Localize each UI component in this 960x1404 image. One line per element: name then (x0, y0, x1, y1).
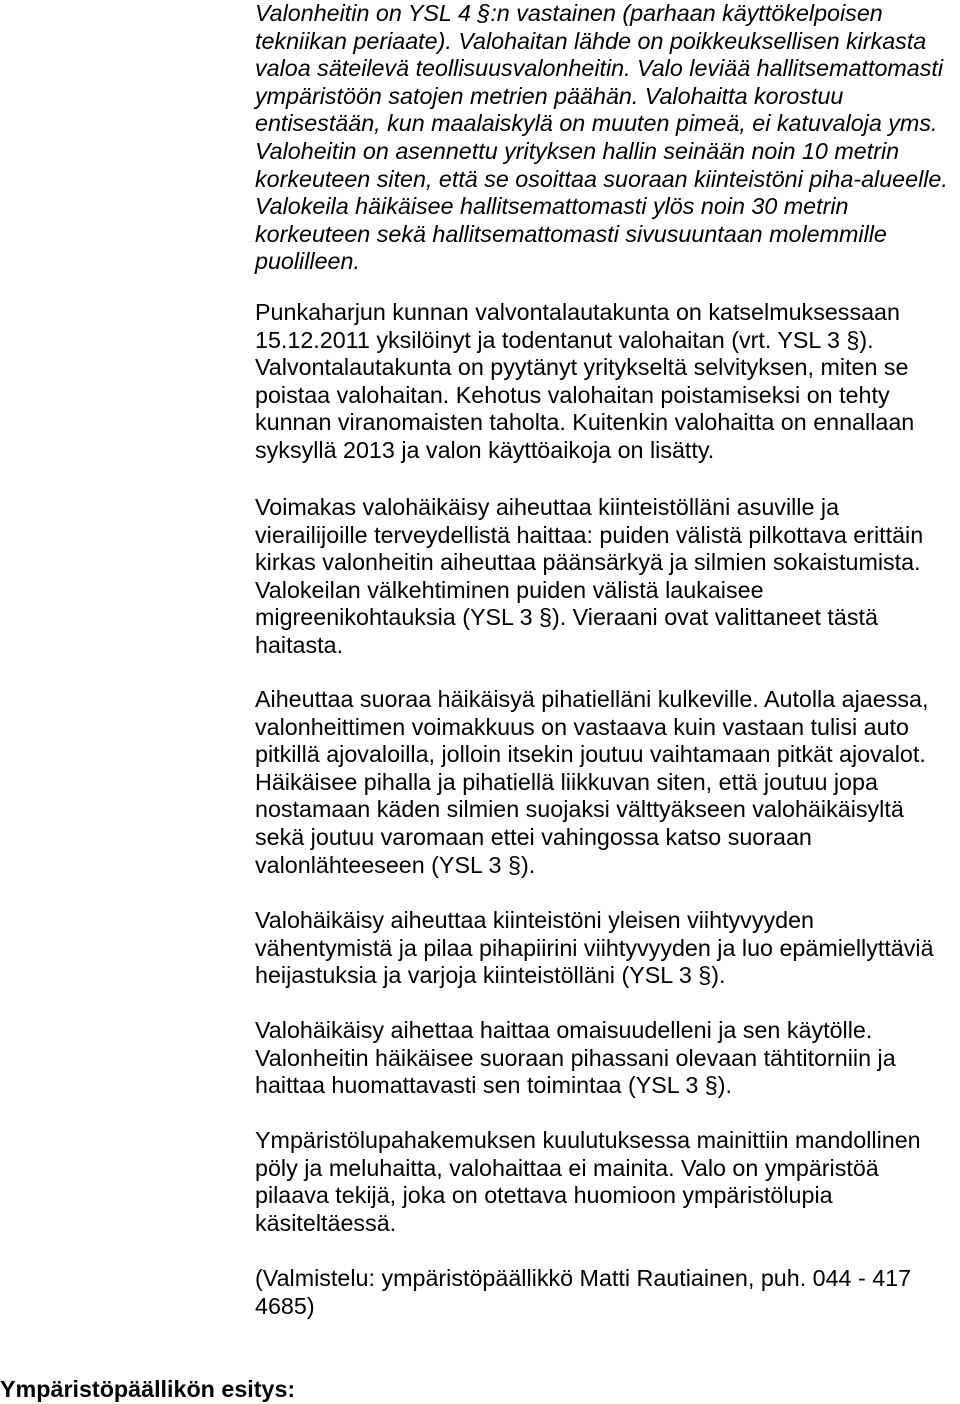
text-line: tekniikan periaate). Valohaitan lähde on poikkeuksellisen kirkasta (255, 27, 927, 54)
text-line: (Valmistelu: ympäristöpäällikkö Matti Rautiainen, puh. 044 - 417 (255, 1265, 912, 1291)
paragraph-property-harm (255, 1017, 960, 1100)
text-line: Häikäisee pihalla ja pihatiellä liikkuvan siten, että joutuu jopa (255, 768, 878, 795)
text-line: sekä joutuu varomaan ettei vahingossa katso suoraan (255, 823, 812, 850)
text-line: 4685) (255, 1292, 315, 1319)
text-line: 15.12.2011 yksilöinyt ja todentanut valohaitan (vrt. YSL 3 §). (255, 326, 874, 353)
text-line: Punkaharjun kunnan valvontalautakunta on katselmuksessaan (255, 299, 900, 325)
text-line: Valohäikäisy aiheuttaa kiinteistöni yleisen viihtyvyyden (255, 907, 814, 933)
text-line: haittaa huomattavasti sen toimintaa (YSL 3 §). (255, 1072, 732, 1099)
text-line: nostamaan käden silmien suojaksi välttyäkseen valohäikäisyltä (255, 796, 904, 823)
text-line: Voimakas valohäikäisy aiheuttaa kiinteistölläni asuville ja (255, 494, 840, 520)
paragraph-permit-notice (255, 1127, 960, 1237)
paragraph-comfort (255, 907, 960, 990)
paragraph-health-effects (255, 494, 960, 660)
text-line: syksyllä 2013 ja valon käyttöaikoja on lisätty. (255, 436, 715, 463)
text-line: haitasta. (255, 631, 344, 658)
paragraph-driveway-glare (255, 686, 960, 879)
text-line: Ympäristölupahakemuksen kuulutuksessa mainittiin mandollinen (255, 1127, 921, 1153)
text-line: Valohäikäisy aihettaa haittaa omaisuudelleni ja sen käytölle. (255, 1017, 873, 1043)
text-line: Valokeila häikäisee hallitsemattomasti ylös noin 30 metrin (255, 193, 849, 220)
text-line: Aiheuttaa suoraa häikäisyä pihatielläni kulkeville. Autolla ajaessa, (255, 686, 929, 712)
text-line: pitkillä ajovaloilla, jolloin itsekin joutuu vaihtamaan pitkät ajovalot. (255, 741, 926, 768)
text-line: kunnan viranomaisten taholta. Kuitenkin valohaitta on ennallaan (255, 409, 915, 436)
text-line: Valonheitin on YSL 4 §:n vastainen (parhaan käyttökelpoisen (255, 0, 883, 26)
paragraph-inspection (255, 299, 960, 465)
text-line: ympäristöön satojen metrien päähän. Valohaitta korostuu (255, 82, 844, 109)
text-line: valoa säteilevä teollisuusvalonheitin. Valo leviää hallitsemattomasti (255, 55, 944, 82)
text-line: entisestään, kun maalaiskylä on muuten pimeä, ei katuvaloja yms. (255, 110, 938, 137)
text-line: korkeuteen siten, että se osoittaa suoraan kiinteistöni piha-alueelle. (255, 165, 948, 192)
section-heading-proposal: Ympäristöpäällikön esitys: (0, 1376, 296, 1402)
text-line: Valonheitin häikäisee suoraan pihassani olevaan tähtitorniin ja (255, 1044, 896, 1071)
text-line: valonlähteeseen (YSL 3 §). (255, 851, 536, 878)
text-line: Valvontalautakunta on pyytänyt yritykseltä selvityksen, miten se (255, 354, 909, 381)
text-line: käsiteltäessä. (255, 1209, 397, 1236)
text-line: kirkas valonheitin aiheuttaa päänsärkyä ja silmien sokaistumista. (255, 549, 921, 576)
text-line: pilaava tekijä, joka on otettava huomioon ympäristölupia (255, 1182, 833, 1209)
text-line: pöly ja meluhaitta, valohaittaa ei mainita. Valo on ympäristöä (255, 1154, 879, 1181)
paragraph-preparer-contact (255, 1265, 960, 1320)
text-line: heijastuksia ja varjoja kiinteistölläni (YSL 3 §). (255, 962, 726, 989)
text-line: vähentymistä ja pilaa pihapiirini viihtyvyyden ja luo epämiellyttäviä (255, 934, 934, 961)
text-line: korkeuteen sekä hallitsemattomasti sivusuuntaan molemmille (255, 220, 887, 247)
text-line: valonheittimen voimakkuus on vastaava kuin vastaan tulisi auto (255, 713, 909, 740)
text-line: poistaa valohaitan. Kehotus valohaitan poistamiseksi on tehty (255, 381, 890, 408)
text-line: Valoheitin on asennettu yrityksen hallin seinään noin 10 metrin (255, 137, 900, 164)
text-line: puolilleen. (255, 248, 360, 275)
text-line: vierailijoille terveydellistä haittaa: puiden välistä pilkottava erittäin (255, 521, 924, 548)
paragraph-ysl-violation (255, 0, 960, 276)
text-line: Valokeilan välkehtiminen puiden välistä laukaisee (255, 576, 764, 603)
text-line: migreenikohtauksia (YSL 3 §). Vieraani ovat valittaneet tästä (255, 604, 878, 631)
